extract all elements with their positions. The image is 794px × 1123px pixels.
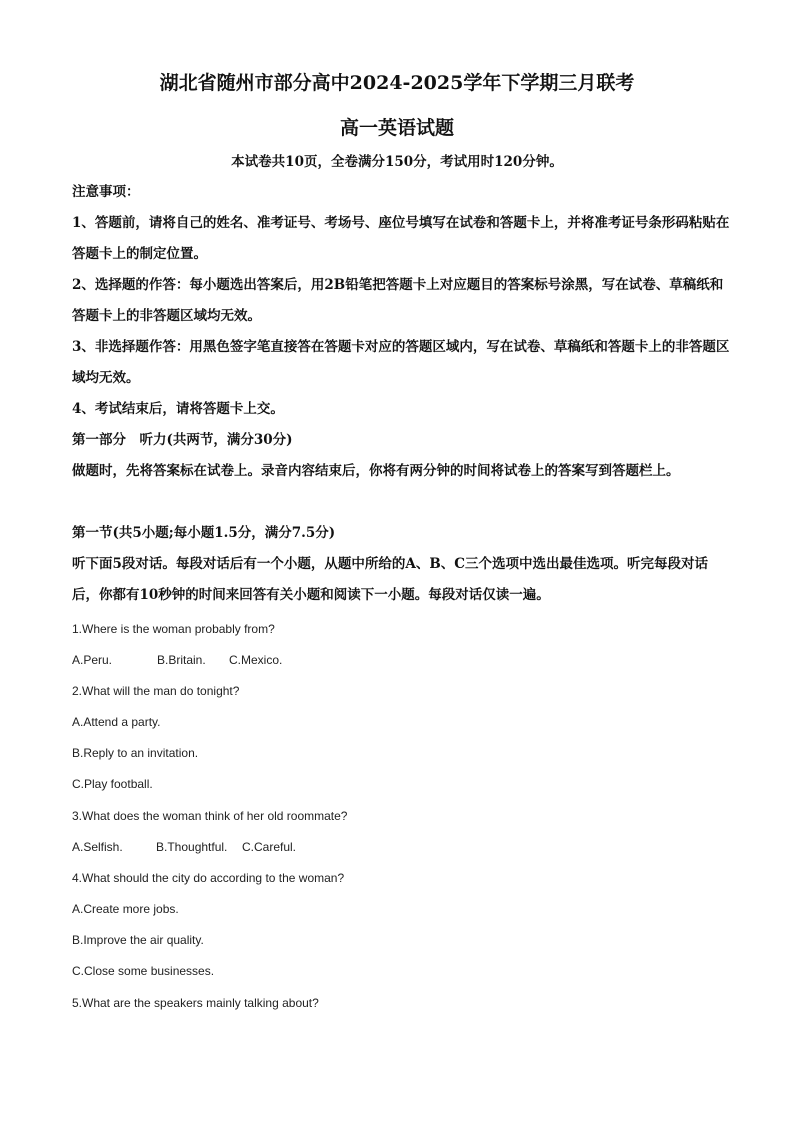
part1-instruction: 做题时，先将答案标在试卷上。录音内容结束后，你将有两分钟的时间将试卷上的答案写到答题栏上。: [72, 463, 680, 479]
part1-heading: 第一部分 听力(共两节，满分30分): [72, 432, 293, 448]
section1-heading: 第一节(共5小题;每小题1.5分，满分7.5分): [72, 525, 336, 541]
option-a: A.Attend a party.: [72, 715, 161, 729]
option-a: A.Peru.: [72, 653, 113, 667]
question-1-options: [72, 652, 732, 668]
question-5-stem: 5.What are the speakers mainly talking about?: [72, 996, 319, 1010]
option-c: C.Careful.: [242, 840, 297, 854]
exam-subtitle: 高一英语试题: [339, 117, 454, 139]
question-2-stem: 2.What will the man do tonight?: [72, 684, 240, 698]
question-3-options: [72, 839, 732, 855]
question-3-stem: 3.What does the woman think of her old roommate?: [72, 809, 348, 823]
notice-item-3: 3、非选择题作答：用黑色签字笔直接答在答题卡对应的答题区域内，写在试卷、草稿纸和答题卡上的非答题区域均无效。: [72, 339, 730, 386]
option-b: B.Britain.: [157, 653, 206, 667]
option-b: B.Reply to an invitation.: [72, 746, 199, 760]
exam-title: 湖北省随州市部分高中2024-2025学年下学期三月联考: [159, 72, 635, 94]
option-b: B.Thoughtful.: [156, 840, 228, 854]
option-c: C.Play football.: [72, 777, 153, 791]
section1-instruction: 听下面5段对话。每段对话后有一个小题，从题中所给的A、B、C三个选项中选出最佳选项。听完每段对话后，你都有10秒钟的时间来回答有关小题和阅读下一小题。每段对话仅读一遍。: [72, 556, 709, 603]
notice-item-2: 2、选择题的作答：每小题选出答案后，用2B铅笔把答题卡上对应题目的答案标号涂黑，写在试卷、草稿纸和答题卡上的非答题区域均无效。: [72, 277, 724, 324]
question-4-stem: 4.What should the city do according to the woman?: [72, 871, 345, 885]
option-c: C.Close some businesses.: [72, 964, 215, 978]
option-c: C.Mexico.: [229, 653, 283, 667]
notice-item-1: 1、答题前，请将自己的姓名、准考证号、考场号、座位号填写在试卷和答题卡上，并将准考证号条形码粘贴在答题卡上的制定位置。: [72, 215, 730, 262]
notice-item-4: 4、考试结束后，请将答题卡上交。: [72, 401, 284, 417]
notice-heading: 注意事项：: [72, 184, 140, 200]
option-a: A.Selfish.: [72, 840, 123, 854]
option-a: A.Create more jobs.: [72, 902, 179, 916]
option-b: B.Improve the air quality.: [72, 933, 204, 947]
question-1-stem: 1.Where is the woman probably from?: [72, 622, 275, 636]
exam-info: 本试卷共10页，全卷满分150分，考试用时120分钟。: [231, 154, 563, 170]
